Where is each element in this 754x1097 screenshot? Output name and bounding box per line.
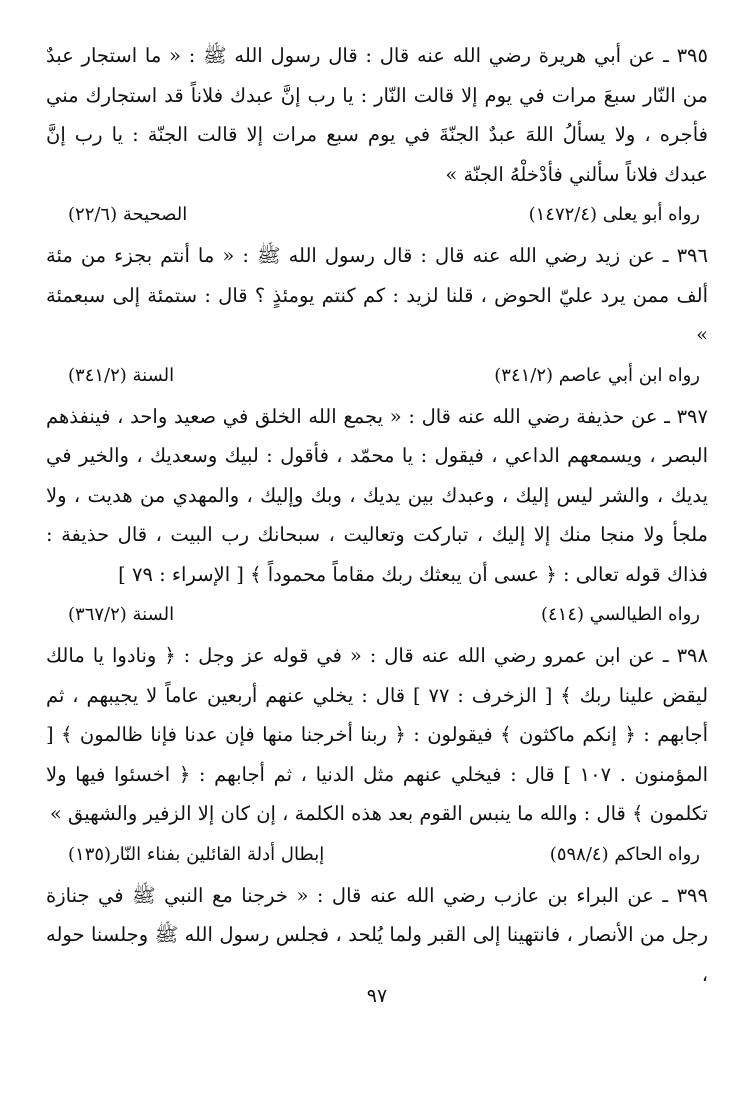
source-row — [46, 840, 708, 870]
narrator-source: رواه الطيالسي (٤١٤) — [540, 604, 700, 625]
hadith-396 — [46, 236, 708, 391]
hadith-text: ٣٩٥ ـ عن أبي هريرة رضي الله عنه قال : قال رسول الله ﷺ : « ما استجار عبدٌ من النّار سبعَ مرات في يوم إلا قالت النّار : يا رب إنَّ عبدك فلاناً قد استجارك مني فأجره ، ولا يسألُ اللهَ عبدٌ الجنّةَ في يوم سبع مرات إلا قالت الجنّة : يا رب إنَّ عبدك فلاناً سألني فأدْخلْهُ الجنّة » — [46, 44, 708, 186]
hadith-395 — [46, 36, 708, 230]
page-number: ٩٧ — [366, 985, 388, 1007]
source-row — [46, 200, 708, 230]
hadith-399 — [46, 876, 708, 995]
hadith-397 — [46, 397, 708, 631]
narrator-source: رواه ابن أبي عاصم (٣٤١/٢) — [494, 364, 700, 386]
hadith-text: ٣٩٩ ـ عن البراء بن عازب رضي الله عنه قال : « خرجنا مع النبي ﷺ في جنازة رجل من الأنصار ، فانتهينا إلى القبر ولما يُلحد ، فجلس رسول الله ﷺ وجلسنا حوله ، — [46, 883, 708, 986]
narrator-source: رواه الحاكم (٥٩٨/٤) — [549, 843, 700, 865]
source-row — [46, 600, 708, 630]
hadith-text: ٣٩٦ ـ عن زيد رضي الله عنه قال : قال رسول الله ﷺ : « ما أنتم بجزء من مئة ألف ممن يرد عليّ الحوض ، قلنا لزيد : كم كنتم يومئذٍ ؟ قال : ستمئة إلى سبعمئة » — [46, 244, 708, 346]
hadith-text: ٣٩٧ ـ عن حذيفة رضي الله عنه قال : « يجمع الله الخلق في صعيد واحد ، فينفذهم البصر ، ويسمعهم الداعي ، فيقول : يا محمّد ، فأقول : لبيك وسعديك ، والخير في يديك ، والشر ليس إليك ، وعبدك بين يديك ، وبك وإليك ، والمهدي من هديت ، ولا ملجأ ولا منجا منك إلا إليك ، تباركت وتعاليت ، سبحانك رب البيت ، قال حذيفة : فذاك قوله تعالى : ﴿ عسى أن يبعثك ربك مقاماً محموداً ﴾ [ الإسراء : ٧٩ ] — [46, 404, 708, 586]
hadith-text: ٣٩٨ ـ عن ابن عمرو رضي الله عنه قال : « في قوله عز وجل : ﴿ ونادوا يا مالك ليقض علينا ربك ﴾ [ الزخرف : ٧٧ ] قال : يخلي عنهم أربعين عاماً لا يجيبهم ، ثم أجابهم : ﴿ إنكم ماكثون ﴾ فيقولون : ﴿ ربنا أخرجنا منها فإن عدنا فإنا ظالمون ﴾ [ المؤمنون . ١٠٧ ] قال : فيخلي عنهم مثل الدنيا ، ثم أجابهم : ﴿ اخسئوا فيها ولا تكلمون ﴾ قال : والله ما ينبس القوم بعد هذه الكلمة ، إن كان إلا الزفير والشهيق » — [46, 644, 709, 825]
hadith-398 — [46, 636, 708, 870]
narrator-source: رواه أبو يعلى (١٤٧٢/٤) — [528, 204, 700, 225]
reference: الصحيحة (٢٢/٦) — [68, 204, 188, 225]
reference: السنة (٣٤١/٢) — [68, 364, 175, 386]
source-row — [46, 361, 708, 391]
reference: إبطال أدلة القائلين بفناء النّار(١٣٥) — [68, 843, 325, 865]
reference: السنة (٣٦٧/٢) — [68, 604, 175, 625]
